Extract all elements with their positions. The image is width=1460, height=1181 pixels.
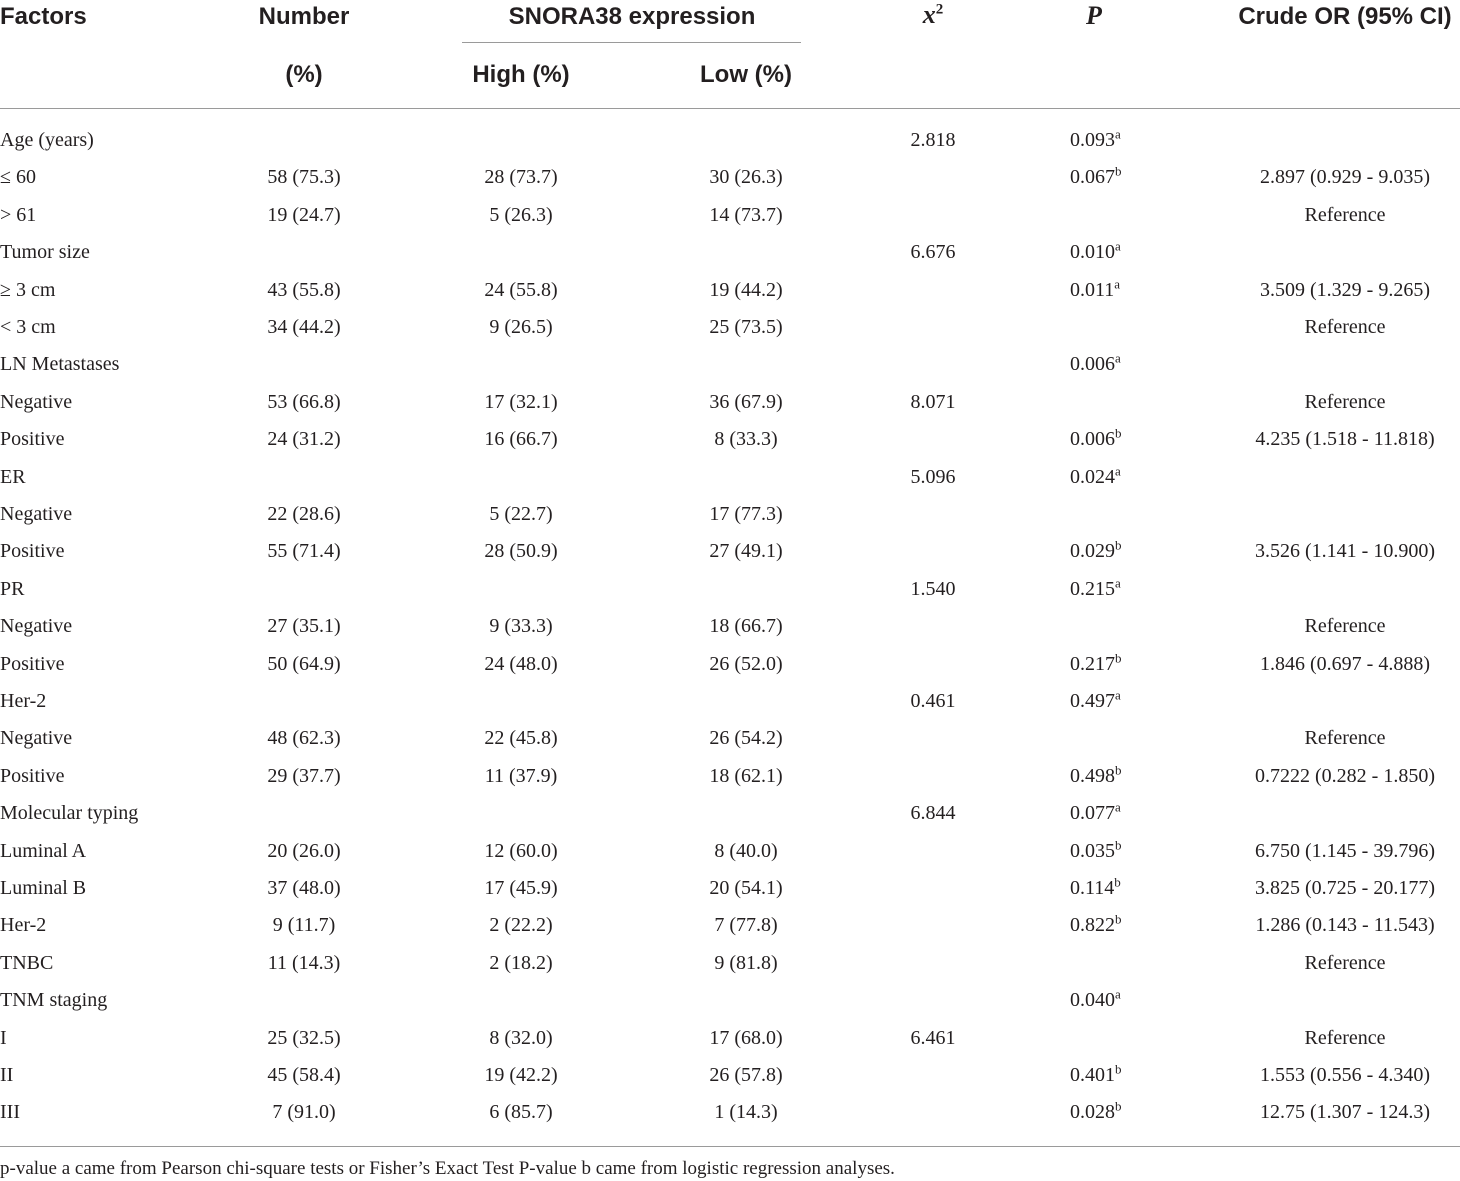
row-low: 8 (33.3) (714, 428, 778, 450)
row-factor: ≤ 60 (0, 166, 36, 188)
p-value-footnote-marker: a (1115, 463, 1121, 479)
row-crude-or: 4.235 (1.518 - 11.818) (1255, 428, 1435, 450)
row-factor: II (0, 1064, 14, 1086)
header-factors: Factors (0, 3, 87, 30)
p-value-footnote-marker: b (1115, 163, 1122, 179)
row-low: 27 (49.1) (709, 540, 783, 562)
row-crude-or: Reference (1304, 391, 1386, 413)
row-number: 25 (32.5) (267, 1027, 341, 1049)
row-factor: Molecular typing (0, 802, 139, 824)
row-chi-square: 0.461 (910, 690, 956, 712)
row-crude-or: 3.509 (1.329 - 9.265) (1260, 279, 1430, 301)
row-number: 37 (48.0) (267, 877, 341, 899)
row-p-value: 0.498$^b$ (1070, 762, 1122, 787)
row-crude-or: 6.750 (1.145 - 39.796) (1255, 840, 1435, 862)
row-number: 34 (44.2) (267, 316, 341, 338)
header-number: Number (258, 3, 350, 30)
row-crude-or: 2.897 (0.929 - 9.035) (1260, 166, 1430, 188)
row-factor: LN Metastases (0, 353, 120, 375)
row-high: 9 (33.3) (489, 615, 553, 637)
row-factor: III (0, 1101, 20, 1123)
header-crude-or: Crude OR (95% CI) (1238, 3, 1452, 30)
row-crude-or: Reference (1304, 615, 1386, 637)
p-value-footnote-marker: a (1115, 238, 1121, 254)
row-high: 5 (22.7) (489, 503, 553, 525)
row-p-value: 0.040$^a$ (1070, 986, 1121, 1011)
row-factor: Positive (0, 428, 65, 450)
row-factor: Negative (0, 727, 73, 749)
row-high: 12 (60.0) (484, 840, 558, 862)
row-crude-or: Reference (1304, 952, 1386, 974)
p-value-footnote-marker: b (1115, 425, 1122, 441)
row-number: 53 (66.8) (267, 391, 341, 413)
row-factor: Positive (0, 653, 65, 675)
row-p-value: 0.401$^b$ (1070, 1061, 1122, 1086)
p-value-footnote-marker: a (1115, 687, 1121, 703)
row-chi-square: 6.676 (910, 241, 956, 263)
row-crude-or: 0.7222 (0.282 - 1.850) (1255, 765, 1435, 787)
row-high: 2 (22.2) (489, 914, 553, 936)
row-factor: < 3 cm (0, 316, 56, 338)
row-high: 16 (66.7) (484, 428, 558, 450)
row-p-value: 0.067$^b$ (1070, 163, 1122, 188)
row-high: 28 (73.7) (484, 166, 558, 188)
row-factor: PR (0, 578, 25, 600)
group-underline (462, 42, 801, 43)
p-value-footnote-marker: a (1115, 126, 1121, 142)
row-p-value: 0.024$^a$ (1070, 463, 1121, 488)
row-number: 27 (35.1) (267, 615, 341, 637)
row-chi-square: 5.096 (910, 466, 956, 488)
p-value-footnote-marker: b (1115, 1098, 1122, 1114)
row-low: 26 (52.0) (709, 653, 783, 675)
row-number: 11 (14.3) (267, 952, 341, 974)
row-crude-or: Reference (1304, 727, 1386, 749)
row-chi-square: 1.540 (910, 578, 956, 600)
row-low: 18 (62.1) (709, 765, 783, 787)
row-p-value: 0.006$^b$ (1070, 425, 1122, 450)
row-p-value: 0.077$^a$ (1070, 799, 1121, 824)
row-factor: Her-2 (0, 690, 47, 712)
p-value-footnote-marker: a (1115, 986, 1121, 1002)
row-factor: Negative (0, 391, 73, 413)
header-high: High (%) (472, 61, 570, 88)
row-p-value: 0.035$^b$ (1070, 837, 1122, 862)
row-p-value: 0.029$^b$ (1070, 537, 1122, 562)
row-p-value: 0.011$^a$ (1070, 276, 1121, 301)
row-factor: Luminal A (0, 840, 87, 862)
bottom-rule (0, 1146, 1460, 1147)
row-factor: Luminal B (0, 877, 87, 899)
row-factor: > 61 (0, 204, 37, 226)
row-factor: Tumor size (0, 241, 90, 263)
row-high: 17 (45.9) (484, 877, 558, 899)
row-low: 17 (77.3) (709, 503, 783, 525)
row-crude-or: Reference (1304, 204, 1386, 226)
row-factor: TNBC (0, 952, 54, 974)
row-high: 22 (45.8) (484, 727, 558, 749)
row-factor: TNM staging (0, 989, 108, 1011)
row-low: 20 (54.1) (709, 877, 783, 899)
row-p-value: 0.215$^a$ (1070, 575, 1121, 600)
p-value-footnote-marker: b (1115, 837, 1122, 853)
row-p-value: 0.010$^a$ (1070, 238, 1121, 263)
row-low: 18 (66.7) (709, 615, 783, 637)
header-rule (0, 108, 1460, 109)
p-value-footnote-marker: a (1114, 276, 1121, 292)
row-low: 9 (81.8) (714, 952, 778, 974)
row-number: 19 (24.7) (267, 204, 341, 226)
row-crude-or: 3.526 (1.141 - 10.900) (1255, 540, 1435, 562)
row-high: 5 (26.3) (489, 204, 553, 226)
row-number: 20 (26.0) (267, 840, 341, 862)
row-low: 7 (77.8) (714, 914, 778, 936)
row-number: 29 (37.7) (267, 765, 341, 787)
row-number: 48 (62.3) (267, 727, 341, 749)
row-factor: Age (years) (0, 129, 94, 151)
row-low: 19 (44.2) (709, 279, 783, 301)
row-high: 24 (55.8) (484, 279, 558, 301)
header-chi-square: $x^2$ (922, 0, 944, 29)
p-value-footnote-marker: b (1115, 1061, 1122, 1077)
header-low: Low (%) (700, 61, 792, 88)
row-chi-square: 2.818 (910, 129, 956, 151)
p-value-footnote-marker: b (1114, 874, 1121, 890)
footnote: p-value a came from Pearson chi-square tests or Fisher’s Exact Test P-value b came from logistic regression analyses. (0, 1158, 895, 1179)
row-number: 55 (71.4) (267, 540, 341, 562)
row-high: 8 (32.0) (489, 1027, 553, 1049)
row-factor: Negative (0, 615, 73, 637)
row-p-value: 0.822$^b$ (1070, 911, 1122, 936)
row-low: 36 (67.9) (709, 391, 783, 413)
p-value-footnote-marker: a (1115, 799, 1121, 815)
row-factor: Negative (0, 503, 73, 525)
row-factor: Positive (0, 765, 65, 787)
row-number: 45 (58.4) (267, 1064, 341, 1086)
row-crude-or: Reference (1304, 316, 1386, 338)
row-crude-or: 1.286 (0.143 - 11.543) (1255, 914, 1435, 936)
row-low: 8 (40.0) (714, 840, 778, 862)
p-value-footnote-marker: b (1115, 650, 1122, 666)
row-low: 25 (73.5) (709, 316, 783, 338)
row-high: 6 (85.7) (489, 1101, 553, 1123)
row-factor: ≥ 3 cm (0, 279, 56, 301)
row-crude-or: Reference (1304, 1027, 1386, 1049)
row-low: 14 (73.7) (709, 204, 783, 226)
row-number: 50 (64.9) (267, 653, 341, 675)
row-crude-or: 1.846 (0.697 - 4.888) (1260, 653, 1430, 675)
row-number: 58 (75.3) (267, 166, 341, 188)
row-factor: Her-2 (0, 914, 47, 936)
row-high: 11 (37.9) (484, 765, 558, 787)
row-high: 9 (26.5) (489, 316, 553, 338)
row-p-value: 0.114$^b$ (1070, 874, 1121, 899)
header-snora38-expression: SNORA38 expression (508, 3, 756, 30)
row-p-value: 0.497$^a$ (1070, 687, 1121, 712)
row-low: 30 (26.3) (709, 166, 783, 188)
row-p-value: 0.028$^b$ (1070, 1098, 1122, 1123)
row-crude-or: 12.75 (1.307 - 124.3) (1260, 1101, 1430, 1123)
row-p-value: 0.217$^b$ (1070, 650, 1122, 675)
row-p-value: 0.093$^a$ (1070, 126, 1121, 151)
row-factor: ER (0, 466, 26, 488)
row-crude-or: 1.553 (0.556 - 4.340) (1260, 1064, 1430, 1086)
row-crude-or: 3.825 (0.725 - 20.177) (1255, 877, 1435, 899)
row-number: 9 (11.7) (272, 914, 336, 936)
p-value-footnote-marker: b (1115, 537, 1122, 553)
p-value-footnote-marker: a (1115, 350, 1121, 366)
row-low: 26 (54.2) (709, 727, 783, 749)
p-value-footnote-marker: a (1115, 575, 1121, 591)
row-number: 7 (91.0) (272, 1101, 336, 1123)
row-chi-square: 6.461 (910, 1027, 956, 1049)
row-chi-square: 6.844 (910, 802, 956, 824)
row-high: 17 (32.1) (484, 391, 558, 413)
row-high: 24 (48.0) (484, 653, 558, 675)
row-chi-square: 8.071 (910, 391, 956, 413)
row-high: 28 (50.9) (484, 540, 558, 562)
row-number: 22 (28.6) (267, 503, 341, 525)
row-high: 2 (18.2) (489, 952, 553, 974)
row-factor: Positive (0, 540, 65, 562)
row-number: 43 (55.8) (267, 279, 341, 301)
row-number: 24 (31.2) (267, 428, 341, 450)
header-number-unit: (%) (285, 61, 323, 88)
row-low: 26 (57.8) (709, 1064, 783, 1086)
row-p-value: 0.006$^a$ (1070, 350, 1121, 375)
row-high: 19 (42.2) (484, 1064, 558, 1086)
p-value-footnote-marker: b (1115, 762, 1122, 778)
row-factor: I (0, 1027, 7, 1049)
row-low: 17 (68.0) (709, 1027, 783, 1049)
p-value-footnote-marker: b (1115, 911, 1122, 927)
row-low: 1 (14.3) (714, 1101, 778, 1123)
header-p: P (1086, 1, 1102, 30)
